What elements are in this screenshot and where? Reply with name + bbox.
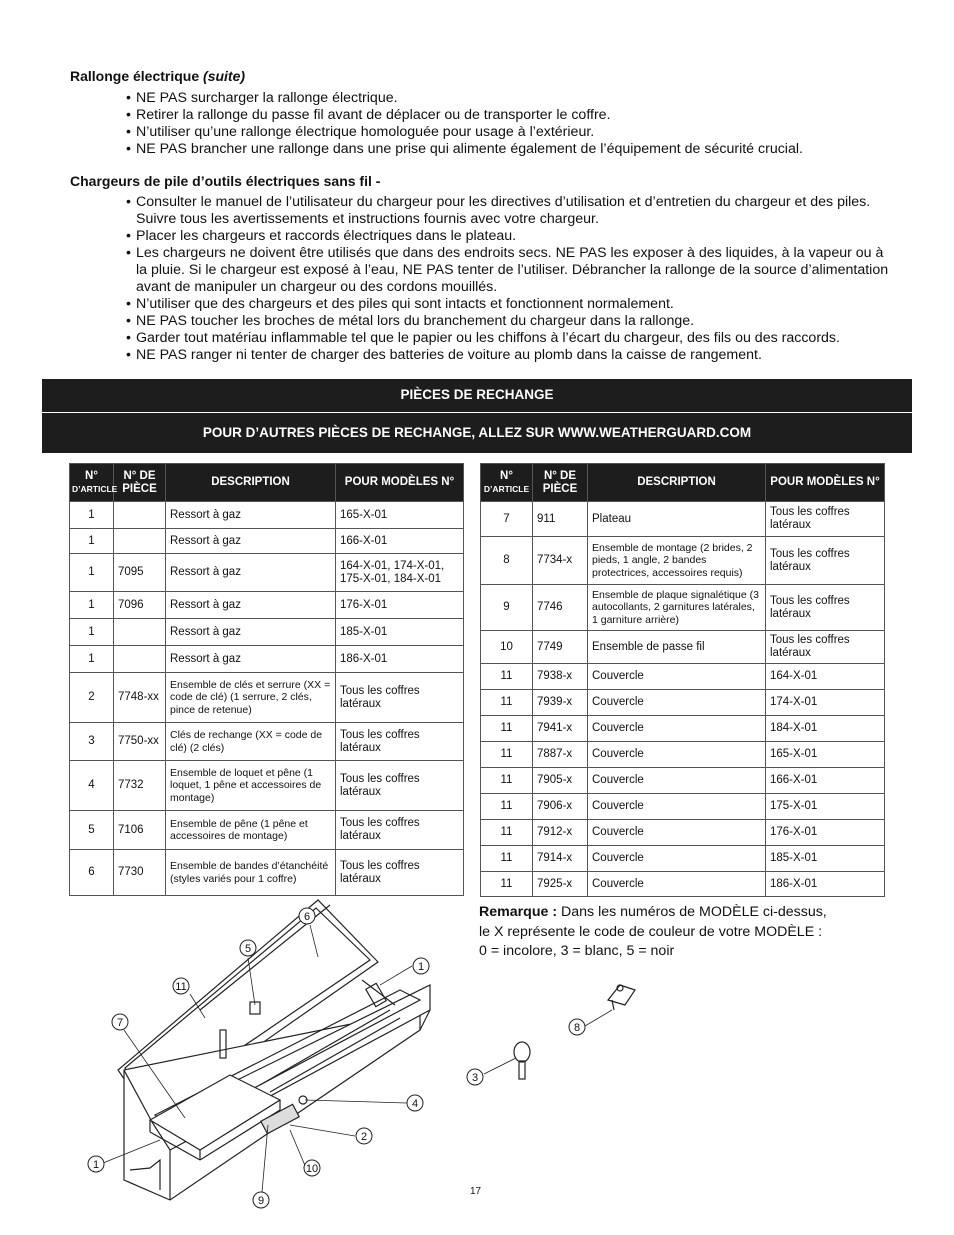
callout-4 [407, 1095, 423, 1111]
page-number: 17 [470, 1186, 482, 1197]
callout-10 [304, 1160, 320, 1176]
callout-1-top [413, 958, 429, 974]
models-cell: 164-X-01, 174-X-01, 175-X-01, 184-X-01 [336, 554, 464, 592]
article-cell: 8 [481, 537, 533, 585]
color-code-remark: Remarque : Dans les numéros de MODÈLE ci-dessus, le X représente le code de couleur de votre MODÈLE : 0 = incolore, 3 = blanc, 5 = noir [479, 904, 827, 959]
header-article: N° D’ARTICLE [481, 464, 533, 502]
callout-8 [569, 1019, 585, 1035]
models-cell: 166-X-01 [336, 529, 464, 554]
bullet-item: • Retirer la rallonge du passe fil avant de déplacer ou de transporter le coffre. [126, 107, 916, 124]
description-cell: Ensemble de passe fil [588, 631, 766, 664]
description-cell: Couvercle [588, 846, 766, 872]
callout-11 [173, 978, 189, 994]
piece-number-cell: 7730 [114, 850, 166, 896]
models-cell: Tous les coffres latéraux [336, 761, 464, 811]
header-description: DESCRIPTION [588, 464, 766, 502]
models-cell: 174-X-01 [766, 690, 885, 716]
more-parts-banner: POUR D’AUTRES PIÈCES DE RECHANGE, ALLEZ SUR WWW.WEATHERGUARD.COM [42, 413, 912, 453]
header-models: POUR MODÈLES N° [336, 464, 464, 502]
piece-number-cell: 7887-x [533, 742, 588, 768]
article-cell: 11 [481, 768, 533, 794]
description-cell: Plateau [588, 502, 766, 537]
mounting-bracket-part [608, 985, 635, 1010]
callout-7 [112, 1014, 128, 1030]
article-cell: 1 [70, 592, 114, 619]
models-cell: 164-X-01 [766, 664, 885, 690]
svg-text:5: 5 [244, 943, 252, 955]
callout-6 [299, 908, 315, 924]
models-cell: Tous les coffres latéraux [766, 537, 885, 585]
description-cell: Ressort à gaz [166, 592, 336, 619]
piece-number-cell: 7941-x [533, 716, 588, 742]
description-cell: Couvercle [588, 768, 766, 794]
models-cell: Tous les coffres latéraux [766, 502, 885, 537]
callout-2 [356, 1128, 372, 1144]
description-cell: Couvercle [588, 742, 766, 768]
header-article: N° D’ARTICLE [70, 464, 114, 502]
description-cell: Couvercle [588, 664, 766, 690]
article-cell: 3 [70, 723, 114, 761]
piece-number-cell: 7106 [114, 811, 166, 850]
description-cell: Ressort à gaz [166, 502, 336, 529]
svg-text:3: 3 [471, 1072, 479, 1084]
models-cell: Tous les coffres latéraux [766, 585, 885, 631]
bullet-item: • Les chargeurs ne doivent être utilisés que dans des endroits secs. NE PAS les exposer à des liquides, à la vapeur ou à la pluie. Si le chargeur est exposé à l’eau, NE PAS tenter de l’utiliser. Débrancher la rallonge de la source d’alimentation avant de manipuler un chargeur ou des cordons mouillés. [126, 245, 896, 296]
svg-text:1: 1 [417, 961, 425, 973]
article-cell: 10 [481, 631, 533, 664]
piece-number-cell: 7906-x [533, 794, 588, 820]
svg-text:7: 7 [116, 1017, 124, 1029]
description-cell: Couvercle [588, 716, 766, 742]
models-cell: Tous les coffres latéraux [766, 631, 885, 664]
toolbox-body [118, 900, 430, 1200]
piece-number-cell: 7749 [533, 631, 588, 664]
piece-number-cell: 7750-xx [114, 723, 166, 761]
description-cell: Ressort à gaz [166, 554, 336, 592]
article-cell: 11 [481, 820, 533, 846]
models-cell: 175-X-01 [766, 794, 885, 820]
description-cell: Ensemble de montage (2 brides, 2 pieds, 1 angle, 2 bandes protectrices, accessoires requis) [588, 537, 766, 585]
bullet-item: • N’utiliser que des chargeurs et des piles qui sont intacts et fonctionnent normalement. [126, 296, 896, 313]
description-cell: Ressort à gaz [166, 619, 336, 646]
article-cell: 6 [70, 850, 114, 896]
article-cell: 1 [70, 619, 114, 646]
section-title-chargers: Chargeurs de pile d’outils électriques sans fil - [70, 173, 381, 189]
description-cell: Couvercle [588, 820, 766, 846]
description-cell: Ensemble de loquet et pêne (1 loquet, 1 pêne et accessoires de montage) [166, 761, 336, 811]
article-cell: 11 [481, 742, 533, 768]
models-cell: 186-X-01 [336, 646, 464, 673]
models-cell: 186-X-01 [766, 872, 885, 897]
description-cell: Ensemble de pêne (1 pêne et accessoires de montage) [166, 811, 336, 850]
models-cell: 185-X-01 [766, 846, 885, 872]
description-cell: Ensemble de bandes d’étanchéité (styles variés pour 1 coffre) [166, 850, 336, 896]
svg-text:4: 4 [411, 1098, 419, 1110]
models-cell: Tous les coffres latéraux [336, 673, 464, 723]
piece-number-cell: 7096 [114, 592, 166, 619]
bullet-item: • NE PAS brancher une rallonge dans une prise qui alimente également de l’équipement de sécurité crucial. [126, 141, 916, 158]
bullet-item: • Garder tout matériau inflammable tel que le papier ou les chiffons à l’écart du chargeur, des fils ou des raccords. [126, 330, 896, 347]
svg-text:6: 6 [303, 911, 311, 923]
svg-text:10: 10 [305, 1163, 319, 1175]
article-cell: 11 [481, 794, 533, 820]
models-cell: 166-X-01 [766, 768, 885, 794]
description-cell: Ressort à gaz [166, 529, 336, 554]
models-cell: 176-X-01 [766, 820, 885, 846]
description-cell: Couvercle [588, 690, 766, 716]
piece-number-cell: 7912-x [533, 820, 588, 846]
article-cell: 11 [481, 872, 533, 897]
article-cell: 1 [70, 646, 114, 673]
article-cell: 11 [481, 664, 533, 690]
models-cell: Tous les coffres latéraux [336, 850, 464, 896]
models-cell: 176-X-01 [336, 592, 464, 619]
description-cell: Clés de rechange (XX = code de clé) (2 clés) [166, 723, 336, 761]
svg-text:8: 8 [573, 1022, 581, 1034]
header-description: DESCRIPTION [166, 464, 336, 502]
piece-number-cell: 7734-x [533, 537, 588, 585]
piece-number-cell: 7939-x [533, 690, 588, 716]
models-cell: 184-X-01 [766, 716, 885, 742]
section-title-extension-cord: Rallonge électrique (suite) [70, 68, 246, 84]
piece-number-cell: 7905-x [533, 768, 588, 794]
article-cell: 1 [70, 554, 114, 592]
svg-text:1: 1 [92, 1159, 100, 1171]
callout-3 [467, 1069, 483, 1085]
header-models: POUR MODÈLES N° [766, 464, 885, 502]
article-cell: 11 [481, 716, 533, 742]
callout-5 [240, 940, 256, 956]
description-cell: Ensemble de plaque signalétique (3 autocollants, 2 garnitures latérales, 1 garniture arrière) [588, 585, 766, 631]
models-cell: Tous les coffres latéraux [336, 723, 464, 761]
article-cell: 2 [70, 673, 114, 723]
bullet-item: • N’utiliser qu’une rallonge électrique homologuée pour usage à l’extérieur. [126, 124, 916, 141]
header-piece: N° DE PIÈCE [533, 464, 588, 502]
piece-number-cell: 7914-x [533, 846, 588, 872]
bullet-item: • NE PAS ranger ni tenter de charger des batteries de voiture au plomb dans la caisse de rangement. [126, 347, 896, 364]
svg-text:2: 2 [360, 1131, 368, 1143]
bullet-item: • NE PAS surcharger la rallonge électrique. [126, 90, 916, 107]
description-cell: Couvercle [588, 872, 766, 897]
models-cell: 185-X-01 [336, 619, 464, 646]
piece-number-cell: 7925-x [533, 872, 588, 897]
bullet-item: • Consulter le manuel de l’utilisateur du chargeur pour les directives d’utilisation et d’entretien du chargeur et des piles. Suivre tous les avertissements et instructions fournis avec votre chargeur. [126, 194, 896, 228]
article-cell: 5 [70, 811, 114, 850]
models-cell: Tous les coffres latéraux [336, 811, 464, 850]
description-cell: Ensemble de clés et serrure (XX = code de clé) (1 serrure, 2 clés, pince de retenue) [166, 673, 336, 723]
article-cell: 4 [70, 761, 114, 811]
article-cell: 9 [481, 585, 533, 631]
bullet-item: • Placer les chargeurs et raccords électriques dans le plateau. [126, 228, 896, 245]
key-part [514, 1042, 530, 1079]
bullet-item: • NE PAS toucher les broches de métal lors du branchement du chargeur dans la rallonge. [126, 313, 896, 330]
replacement-parts-banner: PIÈCES DE RECHANGE [42, 379, 912, 412]
piece-number-cell: 7746 [533, 585, 588, 631]
piece-number-cell: 7748-xx [114, 673, 166, 723]
callout-9 [253, 1192, 269, 1208]
article-cell: 11 [481, 690, 533, 716]
article-cell: 7 [481, 502, 533, 537]
header-piece: N° DE PIÈCE [114, 464, 166, 502]
piece-number-cell: 911 [533, 502, 588, 537]
callout-1-bottom [88, 1156, 104, 1172]
article-cell: 1 [70, 529, 114, 554]
piece-number-cell: 7938-x [533, 664, 588, 690]
description-cell: Couvercle [588, 794, 766, 820]
svg-text:9: 9 [257, 1195, 265, 1207]
piece-number-cell: 7095 [114, 554, 166, 592]
piece-number-cell: 7732 [114, 761, 166, 811]
svg-text:11: 11 [175, 981, 187, 993]
models-cell: 165-X-01 [336, 502, 464, 529]
article-cell: 1 [70, 502, 114, 529]
article-cell: 11 [481, 846, 533, 872]
models-cell: 165-X-01 [766, 742, 885, 768]
description-cell: Ressort à gaz [166, 646, 336, 673]
